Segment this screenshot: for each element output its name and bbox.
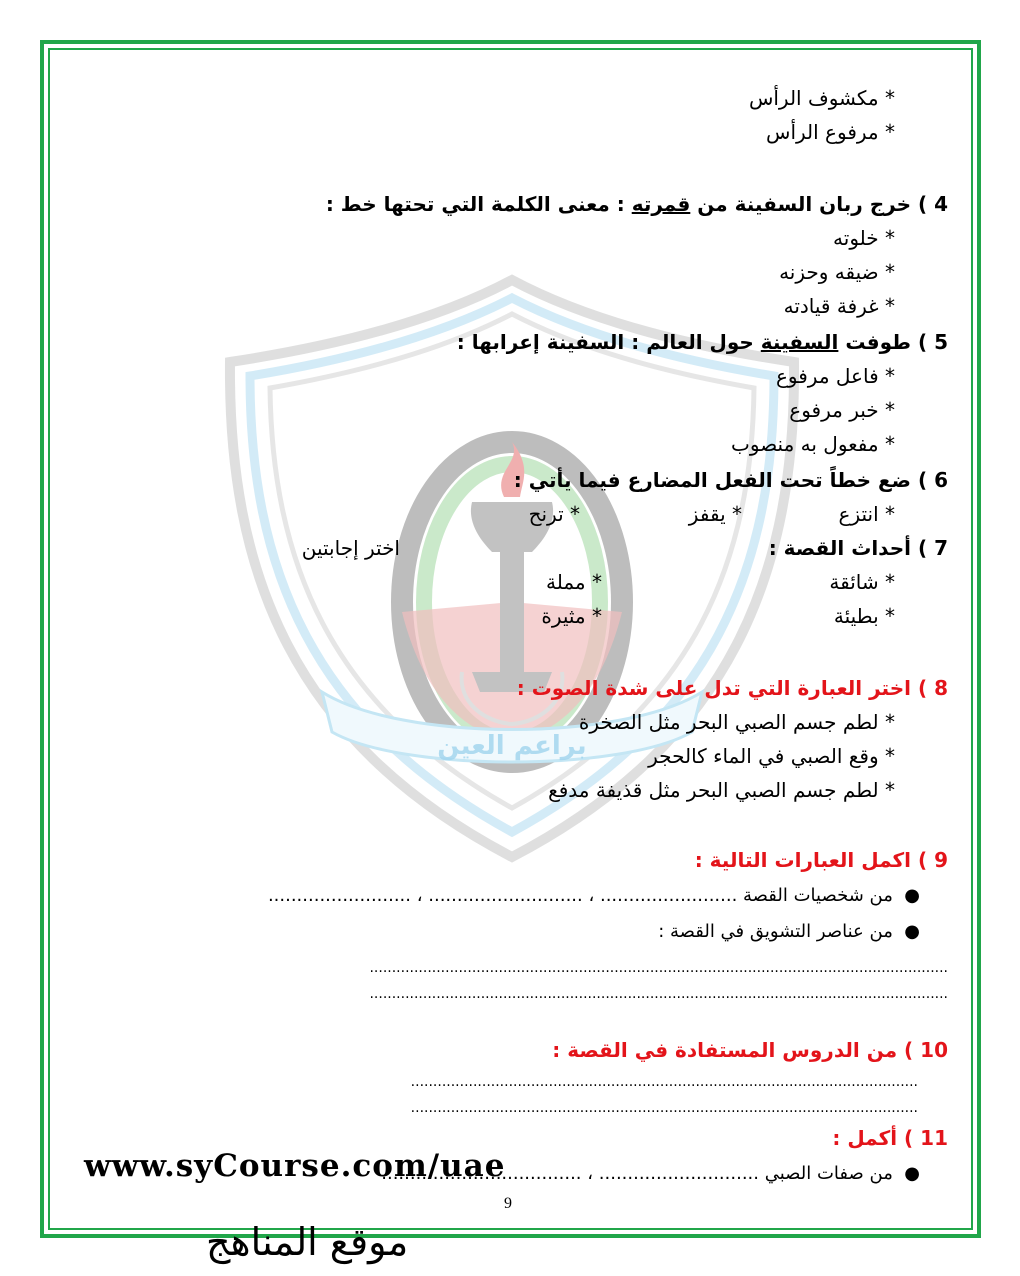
option-uncovered-head: * مكشوف الرأس <box>748 86 895 110</box>
question-7-option: * شائقة <box>829 570 895 594</box>
question-7-option: * مملة <box>546 570 602 594</box>
bullet-icon: ● <box>892 1163 920 1184</box>
answer-dotted-line: .................................................................................................................................. <box>369 986 948 1002</box>
question-5-underlined-word: السفينة <box>760 330 839 354</box>
question-8 <box>517 674 948 702</box>
question-8-number: 8 ) <box>917 676 948 700</box>
question-8-option: * لطم جسم الصبي البحر مثل قذيفة مدفع <box>548 778 895 802</box>
answer-dotted-line: .................................................................................................................. <box>410 1100 918 1116</box>
answer-dotted-line: .................................................................................................................. <box>410 1074 918 1090</box>
question-5-lead: طوفت <box>845 330 911 354</box>
question-6-text: ضع خطاً تحت الفعل المضارع فيما يأتي : <box>513 468 911 492</box>
question-4-number: 4 ) <box>917 192 948 216</box>
question-6 <box>514 466 948 494</box>
question-5-option: * خبر مرفوع <box>789 398 895 422</box>
question-10 <box>552 1036 948 1064</box>
question-4-underlined-word: قمرته <box>631 192 691 216</box>
answer-dotted-line: .................................................................................................................................. <box>369 960 948 976</box>
question-4 <box>326 190 948 218</box>
question-7-text: أحداث القصة : <box>768 536 911 560</box>
question-4-option: * غرفة قيادته <box>783 294 895 318</box>
question-9-line-2 <box>658 918 920 946</box>
question-9-characters-line: من شخصيات القصة ........................ ، ........................... ، ......................... <box>267 885 893 906</box>
website-url-watermark: www.syCourse.com/uae <box>84 1148 506 1184</box>
bullet-icon: ● <box>892 921 920 942</box>
question-9-line-1 <box>268 882 920 910</box>
site-name-watermark: موقع المناهج <box>206 1220 409 1264</box>
question-8-option: * لطم جسم الصبي البحر مثل الصخرة <box>578 710 895 734</box>
question-11-number: 11 ) <box>904 1126 948 1150</box>
question-6-option: * ترنح <box>528 502 580 526</box>
question-4-lead: خرج ربان السفينة من <box>697 192 911 216</box>
question-9-suspense-line: من عناصر التشويق في القصة : <box>658 921 893 942</box>
question-7-number: 7 ) <box>917 536 948 560</box>
question-5-option: * مفعول به منصوب <box>731 432 895 456</box>
question-11 <box>832 1124 948 1152</box>
question-9-number: 9 ) <box>917 848 948 872</box>
question-4-option: * خلوته <box>833 226 895 250</box>
watermark-banner-text: براعم العين <box>437 731 587 761</box>
question-7-option: * مثيرة <box>541 604 602 628</box>
option-raised-head: * مرفوع الرأس <box>766 120 895 144</box>
question-8-text: اختر العبارة التي تدل على شدة الصوت : <box>516 676 911 700</box>
question-5-option: * فاعل مرفوع <box>775 364 895 388</box>
page-number: 9 <box>504 1195 512 1212</box>
question-7-option: * بطيئة <box>833 604 895 628</box>
question-6-option: * يقفز <box>688 502 742 526</box>
question-7 <box>769 534 948 562</box>
question-5-rest: حول العالم : السفينة إعرابها : <box>456 330 761 354</box>
question-5-number: 5 ) <box>917 330 948 354</box>
question-11-traits-line: من صفات الصبي ............................ ، ................................... <box>381 1163 893 1184</box>
question-11-text: أكمل : <box>832 1126 898 1150</box>
question-4-rest: : معنى الكلمة التي تحتها خط : <box>325 192 632 216</box>
question-7-hint: اختر إجابتين <box>301 536 400 560</box>
question-10-number: 10 ) <box>904 1038 948 1062</box>
question-6-option: * انتزع <box>838 502 895 526</box>
question-4-option: * ضيقه وحزنه <box>779 260 895 284</box>
bullet-icon: ● <box>892 885 920 906</box>
question-5 <box>457 328 948 356</box>
question-10-text: من الدروس المستفادة في القصة : <box>552 1038 898 1062</box>
question-9-text: اكمل العبارات التالية : <box>694 848 911 872</box>
question-9 <box>695 846 948 874</box>
question-8-option: * وقع الصبي في الماء كالحجر <box>648 744 895 768</box>
question-6-number: 6 ) <box>917 468 948 492</box>
